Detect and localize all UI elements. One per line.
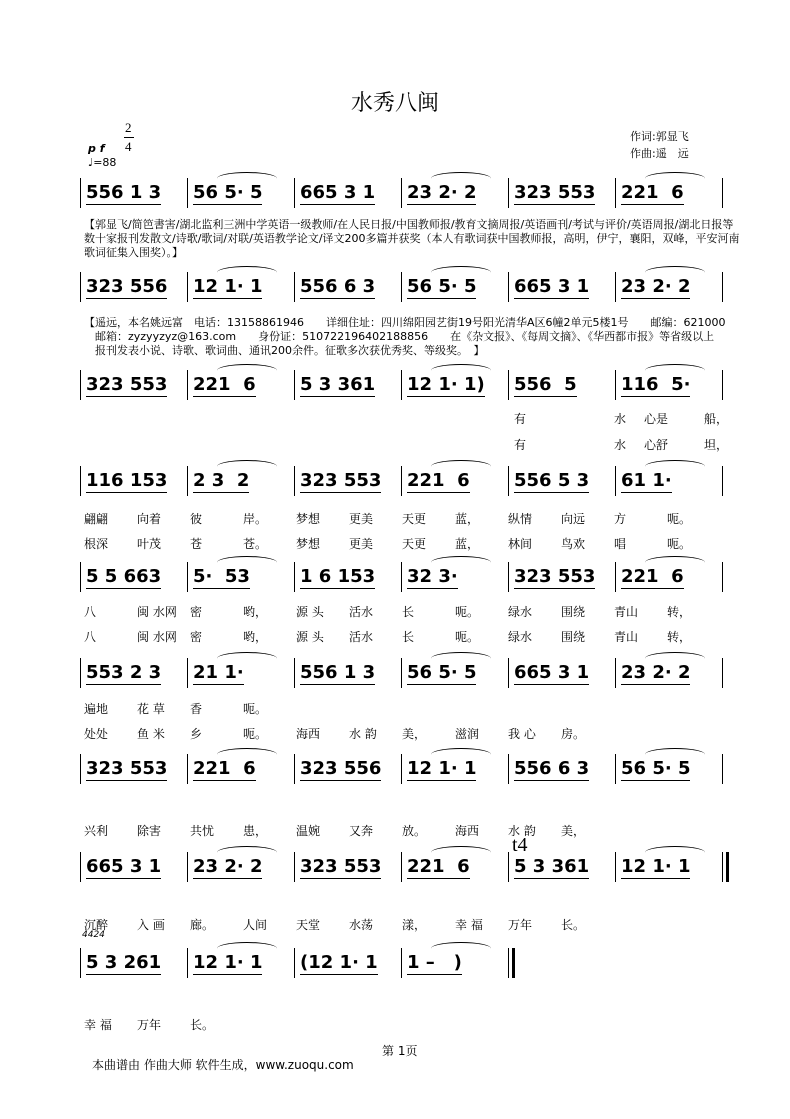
measure-notes: 1 – )	[407, 952, 462, 973]
lyric-syllable: 心是	[644, 412, 669, 426]
barline	[615, 754, 616, 784]
measure-notes: 12 1· 1	[193, 952, 263, 973]
lyric-syllable: 青山	[614, 605, 639, 619]
barline	[615, 562, 616, 592]
composer-credit: 作曲:遥 远	[630, 147, 689, 160]
measure-notes: 221 6	[407, 470, 470, 491]
lyric-syllable: 鱼 米	[137, 727, 165, 741]
lyric-syllable: 长。	[190, 1018, 215, 1032]
barline	[401, 658, 402, 688]
slur	[217, 172, 277, 185]
measure-notes: 323 553	[86, 374, 168, 395]
measure-notes: 23 2· 2	[621, 662, 691, 683]
lyric-syllable: 温婉	[296, 824, 321, 838]
measure-notes: 61 1·	[621, 470, 672, 491]
barline	[294, 948, 295, 978]
lyric-syllable: 呃。	[455, 630, 480, 644]
measure-notes: 32 3·	[407, 566, 458, 587]
lyric-syllable: 绿水	[508, 630, 533, 644]
slur	[217, 364, 277, 377]
measure-notes: 556 5	[514, 374, 577, 395]
lyric-syllable: 廊。	[190, 918, 215, 932]
barline	[615, 178, 616, 208]
page-number: 第 1页	[382, 1044, 418, 1058]
barline	[80, 562, 81, 592]
barline	[401, 754, 402, 784]
score-row-3	[80, 370, 730, 406]
slur	[645, 748, 705, 761]
lyric-syllable: 船，	[704, 412, 729, 426]
score-row-8	[80, 852, 730, 888]
slur	[645, 266, 705, 279]
lyric-syllable: 遍地	[84, 702, 109, 716]
barline	[294, 178, 295, 208]
lyric-syllable: 长	[402, 605, 415, 619]
slur	[645, 846, 705, 859]
measure-notes: 5 3 361	[300, 374, 376, 395]
lyric-syllable: 密	[190, 630, 203, 644]
lyric-syllable: 翩翩	[84, 512, 109, 526]
lyric-syllable: 叶茂	[137, 537, 162, 551]
barline	[722, 272, 723, 302]
measure-notes: 221 6	[621, 566, 684, 587]
measure-notes: 5 5 663	[86, 566, 162, 587]
barline	[187, 178, 188, 208]
score-row-9	[80, 948, 730, 984]
lyricist-bio: 【郭显飞/简笆書害/湖北监利三洲中学英语一级教师/在人民日报/中国教师报/教育文摘周报/英语画刊/考试与评价/英语周报/湖北日报等数十家报刊发散文/诗歌/歌词/对联/英语教学论文/译文200多篇并获奖（本人有歌词获中国教师报，高明，伊宁，襄阳，双峰，平安河南歌词征集入围奖）。】	[84, 218, 740, 259]
barline	[722, 754, 723, 784]
lyric-syllable: 闽 水网	[137, 630, 177, 644]
lyric-syllable: 乡	[190, 727, 203, 741]
lyric-syllable: 八	[84, 605, 97, 619]
measure-notes: 12 1· 1)	[407, 374, 485, 395]
barline	[722, 658, 723, 688]
lyric-syllable: 长。	[561, 918, 586, 932]
slur	[431, 748, 491, 761]
barline	[294, 852, 295, 882]
barline	[401, 370, 402, 400]
lyric-syllable: 林间	[508, 537, 533, 551]
barline	[615, 852, 616, 882]
lyric-syllable: 岸。	[243, 512, 268, 526]
lyric-syllable: 幸 福	[84, 1018, 112, 1032]
barline	[722, 466, 723, 496]
measure-notes: 23 2· 2	[193, 856, 263, 877]
lyric-syllable: 水 韵	[508, 824, 536, 838]
lyric-syllable: 密	[190, 605, 203, 619]
lyric-syllable: 兴利	[84, 824, 109, 838]
lyric-syllable: 哟，	[243, 630, 268, 644]
barline	[80, 272, 81, 302]
barline	[187, 272, 188, 302]
measure-notes: 2 3 2	[193, 470, 250, 491]
barline	[615, 370, 616, 400]
measure-notes: 56 5· 5	[407, 276, 477, 297]
slur	[217, 652, 277, 665]
lyric-syllable: 共忧	[190, 824, 215, 838]
lyric-syllable: 放。	[402, 824, 427, 838]
tempo-mark: ♩=88	[88, 156, 117, 169]
lyric-syllable: 长	[402, 630, 415, 644]
final-barline	[726, 852, 729, 882]
lyric-syllable: 闽 水网	[137, 605, 177, 619]
lyric-syllable: 水 韵	[349, 727, 377, 741]
lyric-syllable: 青山	[614, 630, 639, 644]
lyric-syllable: 万年	[137, 1018, 162, 1032]
measure-notes: 556 1 3	[300, 662, 376, 683]
barline	[80, 466, 81, 496]
barline	[294, 754, 295, 784]
lyric-syllable: 彼	[190, 512, 203, 526]
lyric-syllable: 向远	[561, 512, 586, 526]
barline	[80, 370, 81, 400]
slur	[645, 556, 705, 569]
composer-bio: 【遥远，本名姚远富 电话：13158861946 详细住址：四川绵阳园艺街19号阳光清华A区6幢2单元5楼1号 邮编：621000 邮箱：zyzyyzyz@163.com 身份证：510722196402188856 在《杂文报》、《每周文摘》、《华西都市报》等省级以上 报刊发表小说、诗歌、歌词曲、通讯200余件。征歌多次获优秀奖、等级奖。 】	[84, 316, 726, 357]
barline	[615, 658, 616, 688]
barline	[508, 562, 509, 592]
measure-notes: 1 6 153	[300, 566, 376, 587]
lyric-syllable: 蓝，	[455, 512, 480, 526]
lyric-syllable: 美，	[561, 824, 586, 838]
lyric-syllable: 天堂	[296, 918, 321, 932]
lyric-syllable: 鸟欢	[561, 537, 586, 551]
lyric-syllable: 万年	[508, 918, 533, 932]
barline	[401, 466, 402, 496]
slur	[431, 266, 491, 279]
lyric-syllable: 人间	[243, 918, 268, 932]
barline	[401, 948, 402, 978]
measure-notes: 323 553	[300, 470, 382, 491]
slur	[645, 460, 705, 473]
lyric-syllable: 沉醉	[84, 918, 109, 932]
score-row-7	[80, 754, 730, 790]
lyric-syllable: 绿水	[508, 605, 533, 619]
slur	[431, 172, 491, 185]
barline	[187, 370, 188, 400]
barline	[187, 466, 188, 496]
lyric-syllable: 有	[514, 412, 527, 426]
lyric-syllable: 又奔	[349, 824, 374, 838]
slur	[217, 942, 277, 955]
barline	[508, 370, 509, 400]
measure-notes: 12 1· 1	[621, 856, 691, 877]
barline	[187, 852, 188, 882]
barline	[80, 754, 81, 784]
lyric-syllable: 哟，	[243, 605, 268, 619]
measure-notes: 665 3 1	[300, 182, 376, 203]
barline	[615, 466, 616, 496]
lyric-syllable: 香	[190, 702, 203, 716]
barline	[508, 852, 509, 882]
lyric-syllable: 梦想	[296, 537, 321, 551]
slur	[431, 460, 491, 473]
barline	[187, 948, 188, 978]
lyric-syllable: 入 画	[137, 918, 165, 932]
lyric-syllable: 滋润	[455, 727, 480, 741]
barline	[294, 370, 295, 400]
score-row-5	[80, 562, 730, 598]
barline	[401, 562, 402, 592]
lyric-syllable: 心舒	[644, 438, 669, 452]
lyric-syllable: 患，	[243, 824, 268, 838]
measure-notes: 323 553	[300, 856, 382, 877]
slur	[431, 364, 491, 377]
lyric-syllable: 唱	[614, 537, 627, 551]
measure-notes: 23 2· 2	[621, 276, 691, 297]
lyric-syllable: 有	[514, 438, 527, 452]
lyric-syllable: 方	[614, 512, 627, 526]
lyric-syllable: 处处	[84, 727, 109, 741]
dynamic-mark: p f	[88, 142, 105, 155]
measure-notes: 221 6	[193, 758, 256, 779]
slur	[217, 266, 277, 279]
lyric-syllable: 坦，	[704, 438, 729, 452]
lyric-syllable: 转，	[667, 630, 692, 644]
measure-notes: 5 3 261	[86, 952, 162, 973]
slur	[431, 846, 491, 859]
measure-notes: 323 553	[86, 758, 168, 779]
lyric-syllable: 美，	[402, 727, 427, 741]
measure-notes: 221 6	[407, 856, 470, 877]
measure-notes: 116 153	[86, 470, 168, 491]
score-row-1	[80, 178, 730, 214]
barline	[615, 272, 616, 302]
slur	[217, 748, 277, 761]
measure-notes: 323 553	[514, 566, 596, 587]
measure-notes: 12 1· 1	[407, 758, 477, 779]
slur	[645, 652, 705, 665]
measure-notes: 553 2 3	[86, 662, 162, 683]
measure-notes: 56 5· 5	[193, 182, 263, 203]
lyric-syllable: 房。	[561, 727, 586, 741]
barline	[508, 466, 509, 496]
barline	[508, 658, 509, 688]
slur	[645, 364, 705, 377]
lyric-syllable: 转，	[667, 605, 692, 619]
lyric-syllable: 更美	[349, 537, 374, 551]
lyric-syllable: 围绕	[561, 605, 586, 619]
barline	[508, 948, 509, 978]
lyric-syllable: 水	[614, 438, 627, 452]
measure-notes: 221 6	[193, 374, 256, 395]
lyric-syllable: 呃。	[243, 702, 268, 716]
measure-notes: 665 3 1	[514, 662, 590, 683]
lyric-syllable: 源 头	[296, 630, 324, 644]
barline	[508, 178, 509, 208]
lyric-syllable: 纵情	[508, 512, 533, 526]
lyric-syllable: 我 心	[508, 727, 536, 741]
measure-notes: 556 1 3	[86, 182, 162, 203]
measure-notes: 56 5· 5	[407, 662, 477, 683]
final-barline	[512, 948, 515, 978]
barline	[722, 178, 723, 208]
measure-notes: 56 5· 5	[621, 758, 691, 779]
barline	[294, 562, 295, 592]
lyric-syllable: 八	[84, 630, 97, 644]
barline	[722, 370, 723, 400]
measure-notes: 323 556	[300, 758, 382, 779]
slur	[217, 846, 277, 859]
lyric-syllable: 天更	[402, 537, 427, 551]
lyric-syllable: 海西	[455, 824, 480, 838]
barline	[294, 658, 295, 688]
measure-notes: 12 1· 1	[193, 276, 263, 297]
measure-notes: 323 556	[86, 276, 168, 297]
barline	[401, 178, 402, 208]
lyric-syllable: 蓝，	[455, 537, 480, 551]
barline	[187, 754, 188, 784]
barline	[80, 852, 81, 882]
barline	[401, 272, 402, 302]
barline	[508, 272, 509, 302]
slur	[431, 652, 491, 665]
barline	[722, 562, 723, 592]
measure-notes: 5 3 361	[514, 856, 590, 877]
lyric-syllable: 呃。	[667, 537, 692, 551]
lyric-syllable: 围绕	[561, 630, 586, 644]
measure-notes: 665 3 1	[514, 276, 590, 297]
lyric-syllable: 花 草	[137, 702, 165, 716]
meter-top: 2	[125, 120, 132, 135]
measure-notes: 21 1·	[193, 662, 244, 683]
marker-t4: t4	[512, 834, 528, 856]
score-row-4	[80, 466, 730, 502]
measure-notes: 221 6	[621, 182, 684, 203]
barline	[80, 658, 81, 688]
lyric-syllable: 根深	[84, 537, 109, 551]
slur	[645, 172, 705, 185]
lyric-syllable: 梦想	[296, 512, 321, 526]
measure-notes: 323 553	[514, 182, 596, 203]
lyric-syllable: 更美	[349, 512, 374, 526]
lyric-syllable: 源 头	[296, 605, 324, 619]
barline	[294, 466, 295, 496]
measure-notes: 556 6 3	[514, 758, 590, 779]
measure-notes: (12 1· 1	[300, 952, 378, 973]
measure-notes: 116 5·	[621, 374, 691, 395]
lyric-syllable: 漾，	[402, 918, 427, 932]
barline	[508, 754, 509, 784]
barline	[187, 562, 188, 592]
coda-mark: 4424	[82, 930, 105, 940]
barline	[722, 852, 723, 882]
lyricist-credit: 作词:郭显飞	[630, 130, 689, 143]
lyric-syllable: 苍	[190, 537, 203, 551]
slur	[217, 460, 277, 473]
slur	[431, 556, 491, 569]
barline	[80, 948, 81, 978]
meter-line	[124, 137, 134, 138]
lyric-syllable: 海西	[296, 727, 321, 741]
score-row-6	[80, 658, 730, 694]
lyric-syllable: 活水	[349, 630, 374, 644]
lyric-syllable: 苍。	[243, 537, 268, 551]
barline	[294, 272, 295, 302]
lyric-syllable: 天更	[402, 512, 427, 526]
lyric-syllable: 呃。	[455, 605, 480, 619]
lyric-syllable: 呃。	[667, 512, 692, 526]
barline	[187, 658, 188, 688]
measure-notes: 5· 53	[193, 566, 250, 587]
meter-bottom: 4	[125, 139, 132, 154]
lyric-syllable: 除害	[137, 824, 162, 838]
measure-notes: 556 6 3	[300, 276, 376, 297]
barline	[80, 178, 81, 208]
score-row-2	[80, 272, 730, 308]
lyric-syllable: 呃。	[243, 727, 268, 741]
barline	[401, 852, 402, 882]
slur	[431, 942, 491, 955]
lyric-syllable: 水	[614, 412, 627, 426]
measure-notes: 556 5 3	[514, 470, 590, 491]
measure-notes: 23 2· 2	[407, 182, 477, 203]
measure-notes: 665 3 1	[86, 856, 162, 877]
lyric-syllable: 幸 福	[455, 918, 483, 932]
lyric-syllable: 向着	[137, 512, 162, 526]
lyric-syllable: 活水	[349, 605, 374, 619]
generator-credit: 本曲谱由 作曲大师 软件生成，www.zuoqu.com	[92, 1058, 354, 1072]
lyric-syllable: 水荡	[349, 918, 374, 932]
song-title: 水秀八闽	[350, 91, 439, 116]
slur	[217, 556, 277, 569]
